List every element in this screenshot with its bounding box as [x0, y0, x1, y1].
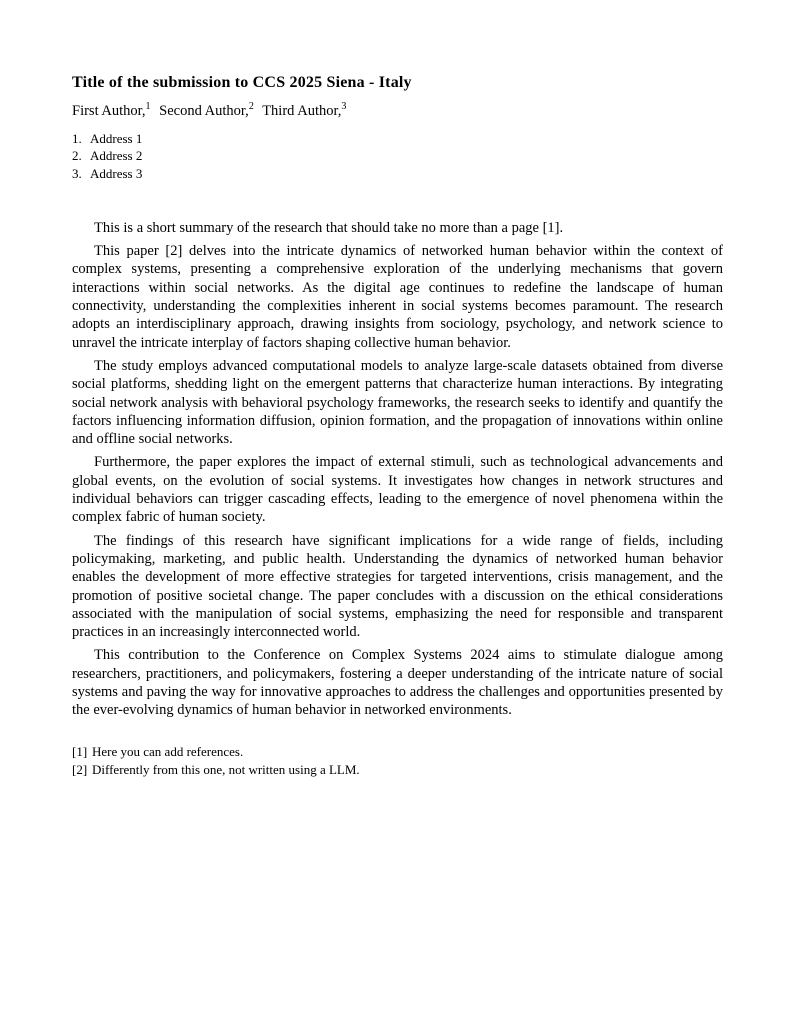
reference-text: Here you can add references. — [92, 743, 244, 759]
address-number: 3. — [72, 165, 82, 181]
author-name: Third Author, — [262, 103, 342, 119]
author-name: First Author, — [72, 103, 146, 119]
author-second — [159, 103, 254, 119]
paper-title: Title of the submission to CCS 2025 Siena - Italy — [72, 74, 412, 91]
address-item — [72, 165, 723, 182]
body-paragraph-summary: This is a short summary of the research that should take no more than a page [1]. — [94, 219, 564, 236]
address-text: Address 1 — [90, 131, 143, 146]
reference-list — [72, 743, 723, 779]
author-third — [262, 103, 346, 119]
address-number: 1. — [72, 131, 82, 146]
body-paragraph: This paper [2] delves into the intricate dynamics of networked human behavior within the context of complex systems, presenting a comprehensive exploration of the underlying mechanisms that govern interactions within social networks. As the digital age continues to redefine the landscape of human connectivity, understanding the complexities inherent in social systems becomes paramount. The research adopts an interdisciplinary approach, drawing insights from sociology, psychology, and network science to unravel the intricate interplay of factors shaping collective human behavior. — [72, 243, 723, 351]
author-affiliation-superscript: 3 — [341, 101, 347, 113]
author-first — [72, 103, 151, 119]
address-list — [72, 130, 723, 182]
paper-content — [72, 74, 723, 779]
body-paragraph: This contribution to the Conference on Complex Systems 2024 aims to stimulate dialogue among researchers, practitioners, and policymakers, fostering a deeper understanding of the intricate nature of social systems and paving the way for innovative approaches to address the challenges and opportunities presented by the ever-evolving dynamics of human behavior in networked environments. — [72, 647, 723, 719]
reference-marker: [2] — [72, 761, 88, 777]
reference-marker: [1] — [72, 743, 88, 759]
abstract-body — [72, 219, 723, 720]
address-text: Address 2 — [90, 148, 143, 164]
address-text: Address 3 — [90, 165, 143, 181]
body-paragraph: The findings of this research have significant implications for a wide range of fields, including policymaking, marketing, and public health. Understanding the dynamics of networked human behavior enables the development of more effective strategies for targeted interventions, crisis management, and the promotion of positive societal change. The paper concludes with a discussion on the ethical considerations associated with the manipulation of social systems, emphasizing the need for responsible and transparent practices in an increasingly interconnected world. — [72, 532, 723, 641]
reference-text: Differently from this one, not written using a LLM. — [92, 761, 360, 777]
reference-item — [72, 743, 723, 761]
address-item — [72, 130, 723, 147]
author-line — [72, 103, 723, 120]
address-item — [72, 147, 723, 164]
reference-item — [72, 761, 723, 779]
body-paragraph: Furthermore, the paper explores the impact of external stimuli, such as technological advancements and global events, on the evolution of social systems. It investigates how changes in network structures and individual behaviors can trigger cascading effects, leading to the emergence of novel phenomena within the complex fabric of human society. — [72, 454, 723, 526]
body-paragraph: The study employs advanced computational models to analyze large-scale datasets obtained from diverse social platforms, shedding light on the emergent patterns that characterize human interactions. By integrating social network analysis with behavioral psychology frameworks, the research seeks to identify and quantify the factors influencing information diffusion, opinion formation, and the propagation of innovations within online and offline social networks. — [72, 357, 723, 448]
author-affiliation-superscript: 2 — [248, 101, 254, 113]
author-affiliation-superscript: 1 — [145, 101, 151, 113]
address-number: 2. — [72, 148, 82, 164]
author-name: Second Author, — [159, 103, 249, 119]
